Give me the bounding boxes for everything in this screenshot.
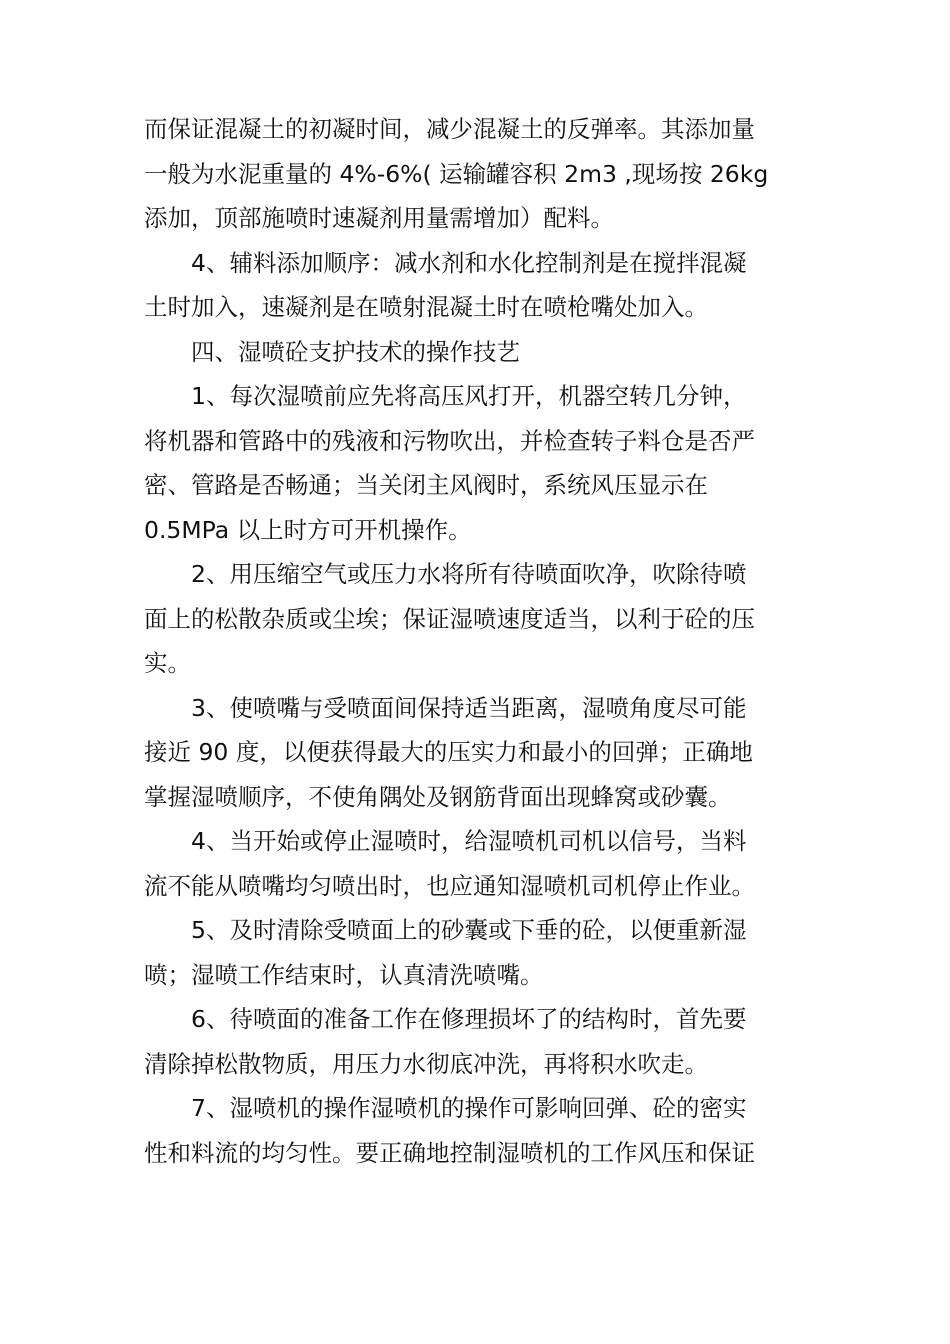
paragraph-accelerator-dosage — [144, 107, 808, 241]
document-body — [144, 107, 808, 1175]
paragraph-step-1 — [144, 374, 808, 552]
text-line: 1、每次湿喷前应先将高压风打开，机器空转几分钟， — [191, 382, 747, 410]
text-line: 接近 90 度，以便获得最大的压实力和最小的回弹；正确地 — [144, 738, 753, 766]
text-line: 0.5MPa 以上时方可开机操作。 — [144, 515, 472, 544]
text-line: 喷；湿喷工作结束时，认真清洗喷嘴。 — [144, 960, 544, 989]
text-line: 面上的松散杂质或尘埃；保证湿喷速度适当，以利于砼的压 — [144, 604, 755, 633]
paragraph-step-5 — [144, 908, 808, 997]
text-line: 4、辅料添加顺序：减水剂和水化控制剂是在搅拌混凝 — [191, 248, 747, 277]
text-line: 流不能从喷嘴均匀喷出时，也应通知湿喷机司机停止作业。 — [144, 871, 755, 900]
text-line: 7、湿喷机的操作湿喷机的操作可影响回弹、砼的密实 — [191, 1094, 747, 1122]
text-line: 2、用压缩空气或压力水将所有待喷面吹净，吹除待喷 — [191, 560, 747, 588]
text-line: 土时加入，速凝剂是在喷射混凝土时在喷枪嘴处加入。 — [144, 293, 708, 321]
text-line: 一般为水泥重量的 4%-6%( 运输罐容积 2m3 ,现场按 26kg — [144, 159, 769, 188]
text-line: 而保证混凝土的初凝时间，减少混凝土的反弹率。其添加量 — [144, 115, 755, 143]
text-line: 实。 — [144, 649, 191, 677]
paragraph-step-2 — [144, 552, 808, 686]
paragraph-additive-order — [144, 241, 808, 330]
paragraph-step-7 — [144, 1086, 808, 1175]
text-line: 4、当开始或停止湿喷时，给湿喷机司机以信号，当料 — [191, 827, 747, 855]
text-line: 5、及时清除受喷面上的砂囊或下垂的砼，以便重新湿 — [191, 916, 747, 944]
section-heading — [144, 330, 808, 375]
paragraph-step-4 — [144, 819, 808, 908]
paragraph-step-6 — [144, 997, 808, 1086]
text-line: 3、使喷嘴与受喷面间保持适当距离，湿喷角度尽可能 — [191, 693, 747, 722]
text-line: 将机器和管路中的残液和污物吹出，并检查转子料仓是否严 — [144, 426, 755, 455]
text-line: 性和料流的均匀性。要正确地控制湿喷机的工作风压和保证 — [144, 1138, 755, 1167]
paragraph-step-3 — [144, 686, 808, 820]
text-line: 密、管路是否畅通；当关闭主风阀时，系统风压显示在 — [144, 471, 708, 499]
text-line: 6、待喷面的准备工作在修理损坏了的结构时，首先要 — [191, 1005, 747, 1033]
text-line: 清除掉松散物质，用压力水彻底冲洗，再将积水吹走。 — [144, 1049, 708, 1078]
section-title: 四、湿喷砼支护技术的操作技艺 — [191, 337, 520, 366]
text-line: 掌握湿喷顺序，不使角隅处及钢筋背面出现蜂窝或砂囊。 — [144, 782, 732, 811]
text-line: 添加，顶部施喷时速凝剂用量需增加）配料。 — [144, 204, 614, 232]
